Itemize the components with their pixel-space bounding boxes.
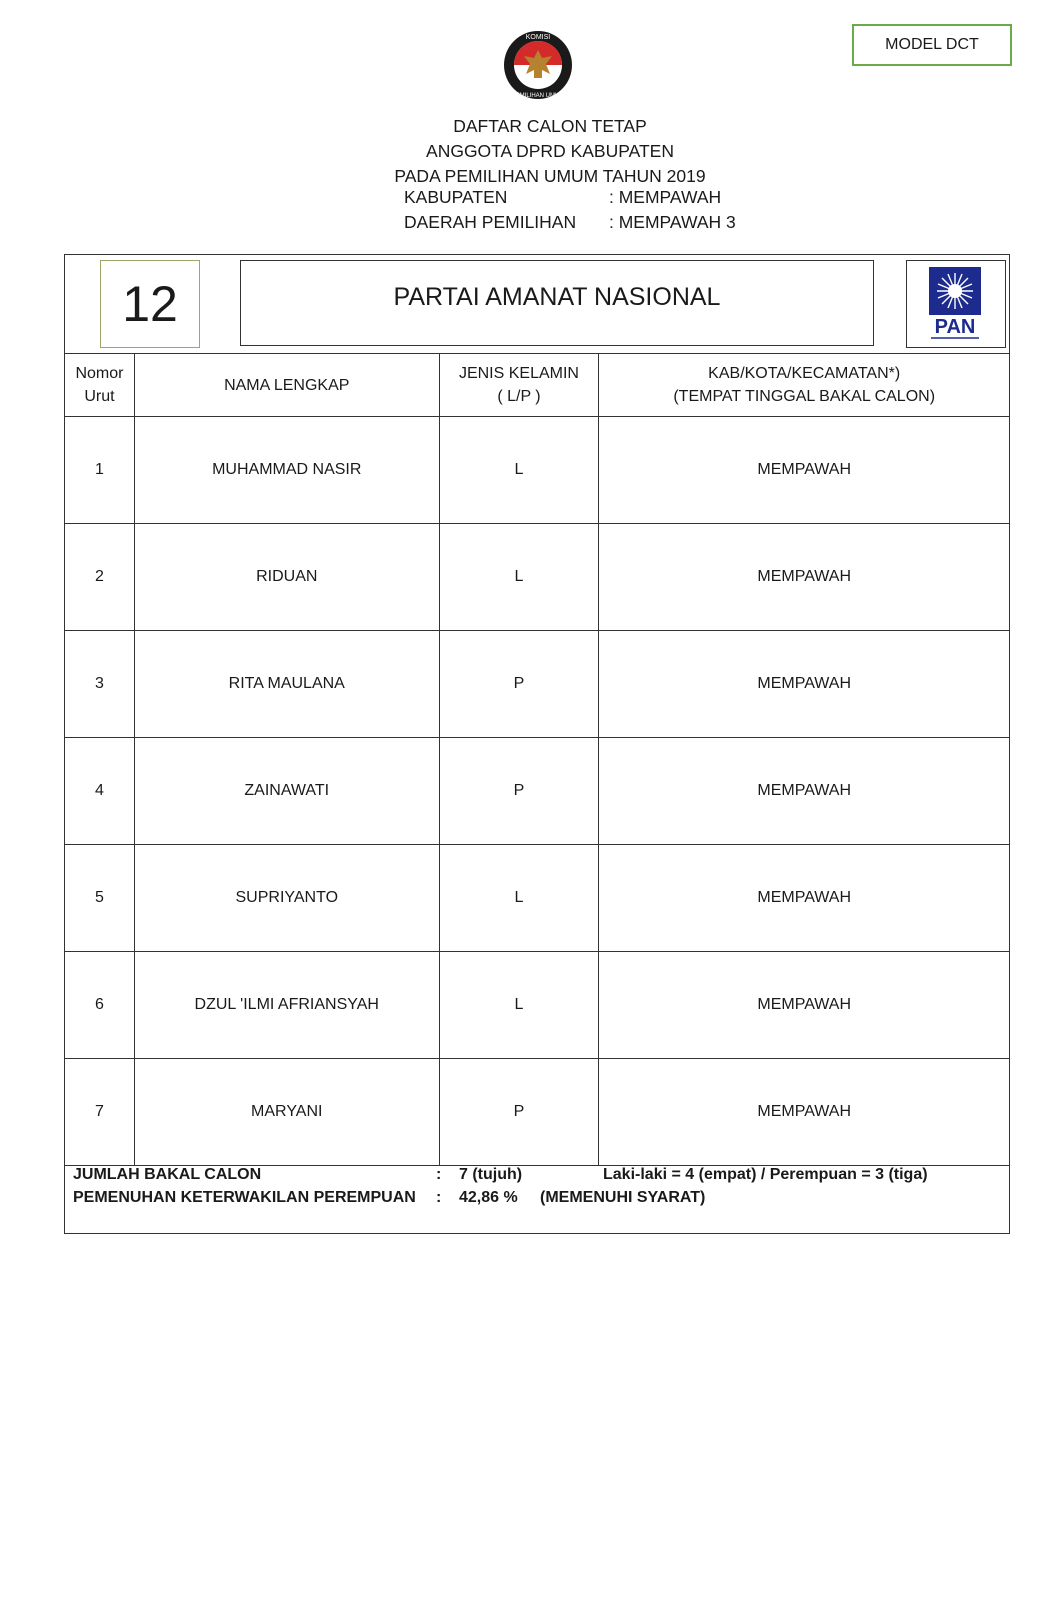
cell-jenis-kelamin: L <box>439 845 599 952</box>
col-header-kab-kota <box>599 354 1010 417</box>
party-name: PARTAI AMANAT NASIONAL <box>240 260 874 346</box>
cell-kab-kota: MEMPAWAH <box>599 417 1010 524</box>
col-header-nomor-line2: Urut <box>84 388 115 405</box>
party-logo-box <box>906 260 1006 348</box>
jumlah-colon: : <box>436 1166 442 1183</box>
cell-nomor: 5 <box>65 845 135 952</box>
kabupaten-label: KABUPATEN <box>404 187 508 207</box>
cell-nama: MUHAMMAD NASIR <box>134 417 439 524</box>
cell-jenis-kelamin: L <box>439 417 599 524</box>
keterwakilan-label: PEMENUHAN KETERWAKILAN PEREMPUAN <box>73 1189 416 1206</box>
cell-jenis-kelamin: P <box>439 738 599 845</box>
cell-jenis-kelamin: P <box>439 631 599 738</box>
cell-nomor: 7 <box>65 1059 135 1166</box>
summary-section <box>64 1166 1010 1234</box>
dapil-label: DAERAH PEMILIHAN <box>404 212 577 232</box>
pan-logo-text: PAN <box>934 316 976 338</box>
cell-jenis-kelamin: L <box>439 952 599 1059</box>
keterwakilan-value: 42,86 % <box>459 1189 518 1206</box>
cell-nama: MARYANI <box>134 1059 439 1166</box>
cell-nama: RIDUAN <box>134 524 439 631</box>
table-header-row <box>65 354 1010 417</box>
table-row <box>65 952 1010 1059</box>
cell-nomor: 1 <box>65 417 135 524</box>
header-line-3: PADA PEMILIHAN UMUM TAHUN 2019 <box>394 166 706 186</box>
table-row <box>65 524 1010 631</box>
col-header-nomor-line1: Nomor <box>75 365 124 382</box>
table-row <box>65 845 1010 952</box>
header-line-2: ANGGOTA DPRD KABUPATEN <box>426 141 674 161</box>
cell-kab-kota: MEMPAWAH <box>599 524 1010 631</box>
keterwakilan-colon: : <box>436 1189 442 1206</box>
party-number: 12 <box>100 260 200 348</box>
table-row <box>65 738 1010 845</box>
cell-nomor: 6 <box>65 952 135 1059</box>
cell-kab-kota: MEMPAWAH <box>599 631 1010 738</box>
jumlah-label: JUMLAH BAKAL CALON <box>73 1166 262 1183</box>
cell-kab-kota: MEMPAWAH <box>599 845 1010 952</box>
pan-sun-logo-icon <box>907 261 1004 346</box>
jumlah-value: 7 (tujuh) <box>459 1166 523 1183</box>
model-label: MODEL DCT <box>852 24 1012 66</box>
cell-nama: ZAINAWATI <box>134 738 439 845</box>
kpu-logo-text-bottom: PEMILIHAN UMUM <box>511 93 565 99</box>
col-header-nomor <box>65 354 135 417</box>
cell-nomor: 3 <box>65 631 135 738</box>
cell-kab-kota: MEMPAWAH <box>599 1059 1010 1166</box>
kpu-garuda-emblem-icon <box>502 28 574 102</box>
candidate-table <box>64 353 1010 1166</box>
summary-keterwakilan-row <box>64 1189 1010 1213</box>
col-header-kab-line1: KAB/KOTA/KECAMATAN*) <box>708 365 901 382</box>
col-header-jk-line1: JENIS KELAMIN <box>458 365 579 382</box>
col-header-jenis-kelamin <box>439 354 599 417</box>
cell-nama: RITA MAULANA <box>134 631 439 738</box>
cell-nama: SUPRIYANTO <box>134 845 439 952</box>
table-row <box>65 417 1010 524</box>
col-header-nama: NAMA LENGKAP <box>134 354 439 417</box>
col-header-kab-line2: (TEMPAT TINGGAL BAKAL CALON) <box>673 388 936 405</box>
cell-kab-kota: MEMPAWAH <box>599 738 1010 845</box>
gender-split: Laki-laki = 4 (empat) / Perempuan = 3 (tiga) <box>603 1166 928 1183</box>
cell-nomor: 2 <box>65 524 135 631</box>
cell-kab-kota: MEMPAWAH <box>599 952 1010 1059</box>
dapil-value: : MEMPAWAH 3 <box>609 212 736 232</box>
col-header-jk-line2: ( L/P ) <box>497 388 541 405</box>
cell-jenis-kelamin: P <box>439 1059 599 1166</box>
document-header <box>0 114 1040 189</box>
table-row <box>65 1059 1010 1166</box>
cell-jenis-kelamin: L <box>439 524 599 631</box>
summary-jumlah-row <box>64 1166 1010 1190</box>
cell-nomor: 4 <box>65 738 135 845</box>
keterwakilan-status: (MEMENUHI SYARAT) <box>540 1189 706 1206</box>
header-line-1: DAFTAR CALON TETAP <box>453 116 647 136</box>
kabupaten-value: : MEMPAWAH <box>609 187 722 207</box>
cell-nama: DZUL 'ILMI AFRIANSYAH <box>134 952 439 1059</box>
table-row <box>65 631 1010 738</box>
kpu-logo-text-top: KOMISI <box>525 34 551 41</box>
